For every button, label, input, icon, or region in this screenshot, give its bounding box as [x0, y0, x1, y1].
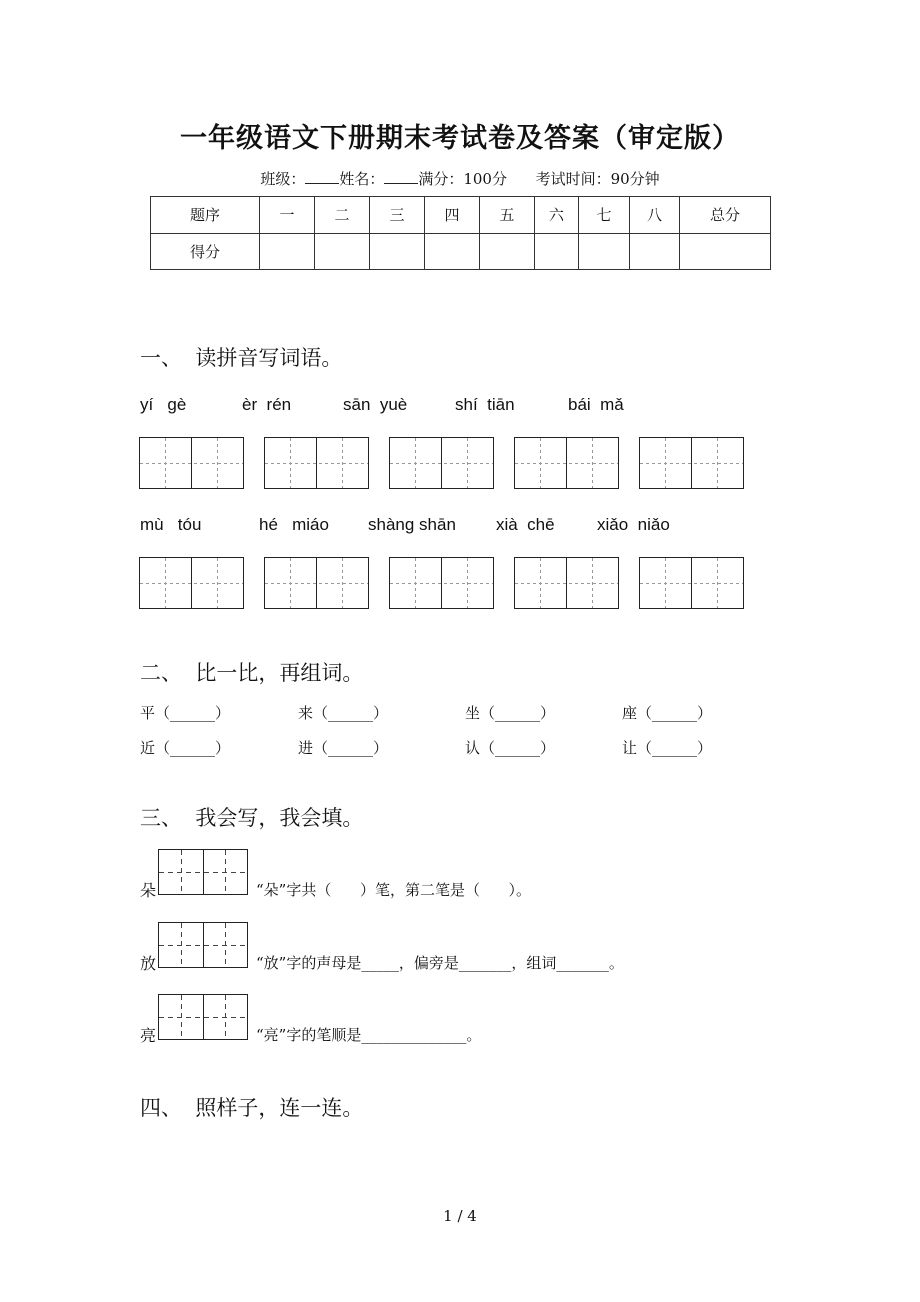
pinyin-label: xiǎo niǎo	[597, 515, 670, 534]
writing-grid[interactable]	[514, 437, 619, 489]
exam-time: 考试时间：90分钟	[535, 170, 660, 188]
score-table-header-row	[151, 197, 771, 234]
stroke-grid[interactable]	[158, 849, 248, 895]
page-title: 一年级语文下册期末考试卷及答案（审定版）	[180, 123, 740, 154]
pinyin-label: hé miáo	[259, 515, 329, 534]
writing-grid[interactable]	[389, 557, 494, 609]
table-header-cell: 六	[535, 197, 579, 234]
compare-item[interactable]: 来（______）	[298, 704, 389, 722]
write-char: 朵	[140, 881, 157, 900]
writing-grid[interactable]	[514, 557, 619, 609]
writing-grid[interactable]	[264, 557, 369, 609]
write-question[interactable]: “亮”字的笔顺是______________。	[256, 1026, 482, 1044]
writing-grid[interactable]	[139, 437, 244, 489]
compare-item[interactable]: 座（______）	[622, 704, 713, 722]
score-cell[interactable]	[480, 233, 535, 270]
score-cell[interactable]	[370, 233, 425, 270]
exam-info	[0, 168, 920, 189]
class-label: 班级：	[260, 170, 306, 188]
writing-grid[interactable]	[264, 437, 369, 489]
pinyin-label: shí tiān	[455, 395, 515, 414]
pinyin-label: èr rén	[242, 395, 292, 414]
score-cell[interactable]	[680, 233, 771, 270]
score-cell[interactable]	[535, 233, 579, 270]
section-4-heading: 四、 照样子，连一连。	[140, 1096, 364, 1120]
write-question[interactable]: “朵”字共（ ）笔，第二笔是（ ）。	[256, 881, 532, 899]
score-table	[150, 196, 771, 270]
compare-item[interactable]: 平（______）	[140, 704, 231, 722]
score-cell[interactable]	[579, 233, 630, 270]
table-header-cell: 三	[370, 197, 425, 234]
writing-grid[interactable]	[639, 437, 744, 489]
writing-grid[interactable]	[139, 557, 244, 609]
section-1-heading: 一、 读拼音写词语。	[140, 346, 343, 370]
score-cell[interactable]	[425, 233, 480, 270]
name-label: 姓名：	[339, 170, 385, 188]
compare-item[interactable]: 坐（______）	[465, 704, 556, 722]
table-header-cell: 五	[480, 197, 535, 234]
compare-item[interactable]: 近（______）	[140, 739, 231, 757]
pinyin-label: bái mǎ	[568, 395, 624, 414]
table-header-cell: 题序	[151, 197, 260, 234]
score-cell[interactable]	[315, 233, 370, 270]
section-2-heading: 二、 比一比，再组词。	[140, 661, 364, 685]
table-header-cell: 一	[260, 197, 315, 234]
pinyin-label: yí gè	[140, 395, 187, 414]
name-blank	[384, 169, 418, 184]
writing-grid[interactable]	[389, 437, 494, 489]
pinyin-label: shàng shān	[368, 515, 456, 534]
stroke-grid[interactable]	[158, 994, 248, 1040]
stroke-grid[interactable]	[158, 922, 248, 968]
full-score: 满分：100分	[418, 170, 507, 188]
writing-grid[interactable]	[639, 557, 744, 609]
table-header-cell: 八	[630, 197, 680, 234]
section-3-heading: 三、 我会写，我会填。	[140, 806, 364, 830]
pinyin-label: mù tóu	[140, 515, 202, 534]
score-cell[interactable]	[630, 233, 680, 270]
table-header-cell: 四	[425, 197, 480, 234]
compare-item[interactable]: 让（______）	[622, 739, 713, 757]
table-header-cell: 总分	[680, 197, 771, 234]
score-cell[interactable]	[260, 233, 315, 270]
class-blank	[305, 169, 339, 184]
table-header-cell: 二	[315, 197, 370, 234]
compare-item[interactable]: 认（______）	[465, 739, 556, 757]
score-table-score-row	[151, 233, 771, 270]
write-question[interactable]: “放”字的声母是_____，偏旁是_______，组词_______。	[256, 954, 624, 972]
write-char: 放	[140, 954, 157, 973]
pinyin-label: sān yuè	[343, 395, 408, 414]
score-row-label: 得分	[151, 233, 260, 270]
write-char: 亮	[140, 1026, 157, 1045]
page-number: 1 / 4	[443, 1207, 477, 1225]
compare-item[interactable]: 进（______）	[298, 739, 389, 757]
pinyin-label: xià chē	[496, 515, 555, 534]
table-header-cell: 七	[579, 197, 630, 234]
